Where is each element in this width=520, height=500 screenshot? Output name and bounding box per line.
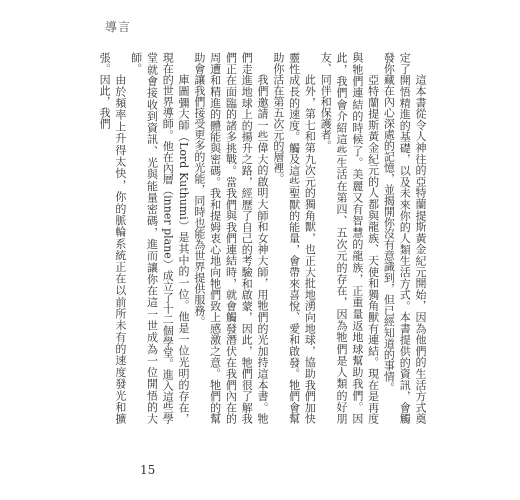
page-number: 15 [140, 463, 156, 477]
paragraph-1: 這本書從令人神往的亞特蘭提斯黃金紀元開始，因為他們的生活方式奠定了開悟精進的基礎，以及未來你的人類生活方式。本書提供的資訊，會觸發你藏在內心深處的記憶，並揭開你沒有意識到，但已經知道的事情。 [382, 52, 427, 424]
paragraph-3: 此外，第七和第九次元的獨角獸，也正大批地湧向地球，協助我們加快靈性成長的速度。觸及這些聖獸的能量，會帶來喜悅、愛和啟發。牠們會幫助你活在第五次元的層裡。 [271, 52, 317, 424]
running-header: 導言 [105, 20, 132, 34]
paragraph-6: 由於頻率上升得太快，你的脈輪系統正在以前所未有的速度發光和擴張。因此，我們 [98, 52, 127, 424]
paragraph-2: 亞特蘭提斯黃金紀元的人都與龍族、天使和獨角獸有連結。現在是再度與牠們連結的時候了。美麗又有智慧的龍族，正重量返地球幫助我們。因此，我們會介紹這些生活在第四、五次元的存在，因為牠們是人類的好朋友、同伴和保護者。 [319, 52, 380, 424]
paragraph-5: 庫圖彌大師（Lord Kuthumi）是其中的一位。他是一位光明的存在，現在的世界導師。他在內層（inner plane）成立了十二個學堂。進入這些學堂就會接收到資訊、光與能量密碼，進而讓你在這一世成為一位開悟的大師。 [129, 52, 191, 424]
paragraph-4: 我們邀請一些偉大的啟明大師和女神大師，用牠們的光加持這本書。牠們走進地球上的揚升之路，經歷了自己的考驗和啟蒙，因此，牠們很了解我們正在面臨的諸多挑戰。當我們與我們連結時，就會觸發潛伏在我們內在的周遭和精進的體能與密碼。我和提姆衷心地向牠們致上感激之意。牠們的幫助會讓我們接受更多的光能，同時也能為世界提供服務。 [192, 52, 270, 424]
body-text [98, 52, 428, 424]
